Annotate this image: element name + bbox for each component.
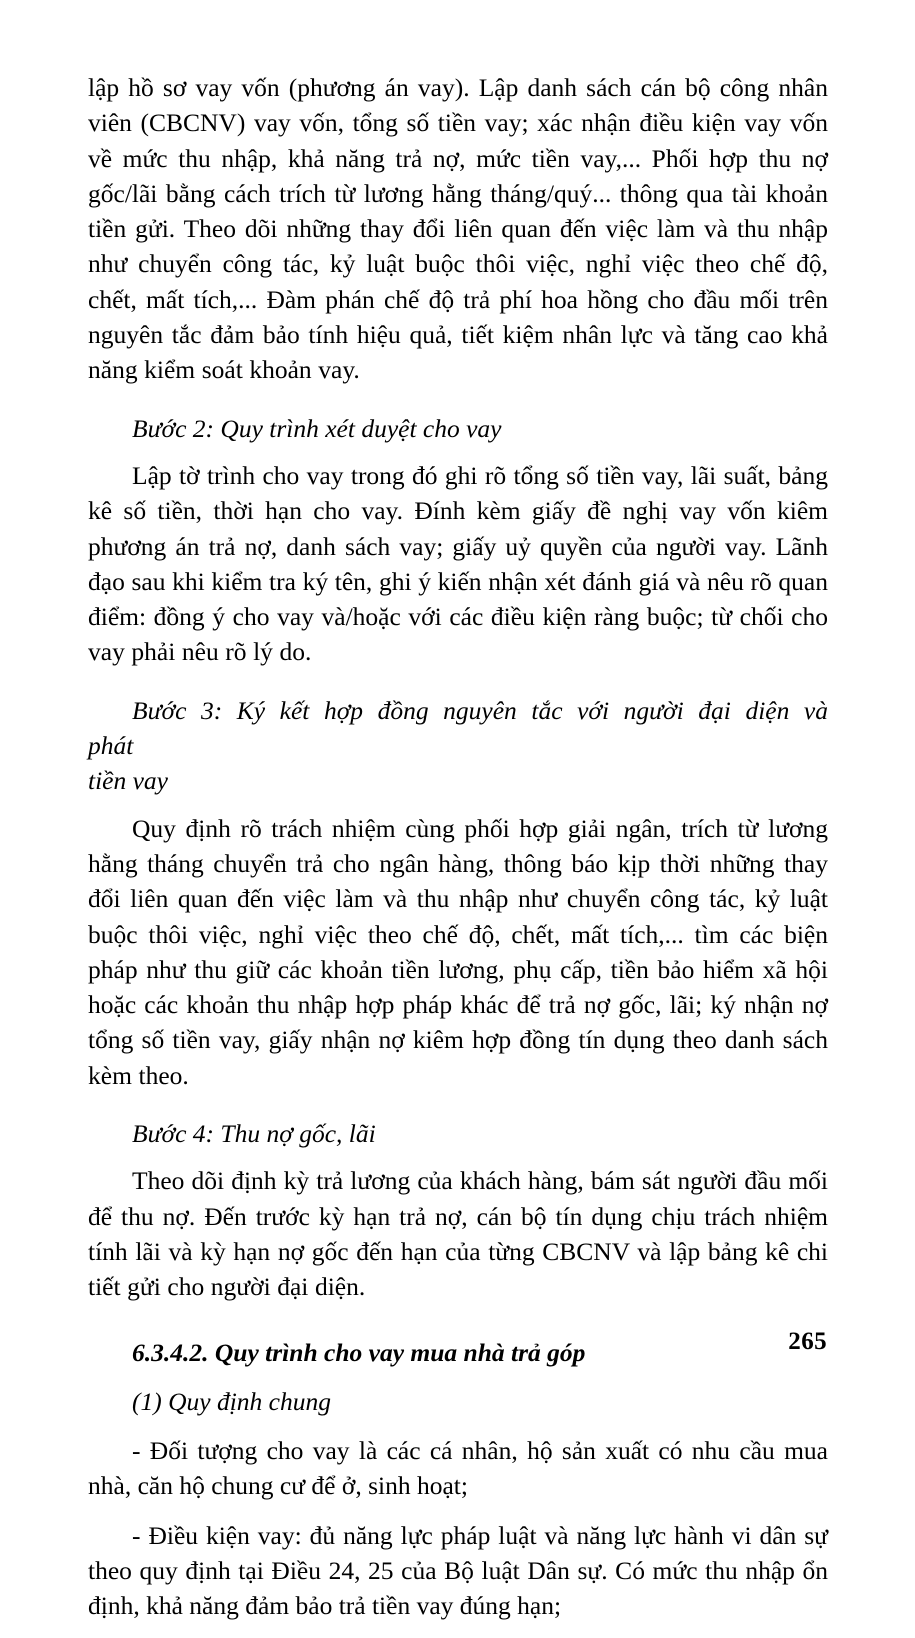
page-content xyxy=(88,70,828,1638)
bullet-item-loan-subject: - Đối tượng cho vay là các cá nhân, hộ sản xuất có nhu cầu mua nhà, căn hộ chung cư để ở, sinh hoạt; xyxy=(88,1436,828,1501)
heading-step-3-line-2: tiền vay xyxy=(88,766,168,796)
spacer xyxy=(88,670,828,681)
heading-step-3 xyxy=(88,693,828,799)
paragraph-step-2-body: Lập tờ trình cho vay trong đó ghi rõ tổng số tiền vay, lãi suất, bảng kê số tiền, thời hạn cho vay. Đính kèm giấy đề nghị vay vốn kiêm phương án trả nợ, danh sách vay; giấy uỷ quyền của người vay. Lãnh đạo sau khi kiểm tra ký tên, ghi ý kiến nhận xét đánh giá và nêu rõ quan điểm: đồng ý cho vay và/hoặc với các điều kiện ràng buộc; từ chối cho vay phải nêu rõ lý do. xyxy=(88,460,828,667)
section-heading-6-3-4-2: 6.3.4.2. Quy trình cho vay mua nhà trả góp xyxy=(132,1337,586,1367)
spacer xyxy=(88,1305,828,1319)
spacer xyxy=(88,1093,828,1104)
heading-step-3-line-1: Bước 3: Ký kết hợp đồng nguyên tắc với người đại diện và phát xyxy=(88,695,828,761)
paragraph-step-4-body: Theo dõi định kỳ trả lương của khách hàng, bám sát người đầu mối để thu nợ. Đến trước kỳ hạn trả nợ, cán bộ tín dụng chịu trách nhiệm tính lãi và kỳ hạn nợ gốc đến hạn của từng CBCNV và lập bảng kê chi tiết gửi cho người đại diện. xyxy=(88,1166,828,1302)
paragraph-step-3-body: Quy định rõ trách nhiệm cùng phối hợp giải ngân, trích từ lương hằng tháng chuyển trả cho ngân hàng, thông báo kịp thời những thay đổi liên quan đến việc làm và thu nhập như chuyển công tác, kỷ luật buộc thôi việc, nghỉ việc theo chế độ, chết, mất tích,... tìm các biện pháp như thu giữ các khoản tiền lương, phụ cấp, tiền bảo hiểm xã hội hoặc các khoản thu nhập hợp pháp khác để trả nợ gốc, lãi; ký nhận nợ tổng số tiền vay, giấy nhận nợ kiêm hợp đồng tín dụng theo danh sách kèm theo. xyxy=(88,813,828,1090)
bullet-item-loan-conditions: - Điều kiện vay: đủ năng lực pháp luật và năng lực hành vi dân sự theo quy định tại Điều 24, 25 của Bộ luật Dân sự. Có mức thu nhập ổn định, khả năng đảm bảo trả tiền vay đúng hạn; xyxy=(88,1520,828,1621)
page-number: 265 xyxy=(788,1328,827,1355)
paragraph-continuation: lập hồ sơ vay vốn (phương án vay). Lập danh sách cán bộ công nhân viên (CBCNV) vay vốn, tổng số tiền vay; xác nhận điều kiện vay vốn về mức thu nhập, khả năng trả nợ, mức tiền vay,... Phối hợp thu nợ gốc/lãi bằng cách trích từ lương hằng tháng/quý... thông qua tài khoản tiền gửi. Theo dõi những thay đổi liên quan đến việc làm và thu nhập như chuyển công tác, kỷ luật buộc thôi việc, nghỉ việc theo chế độ, chết, mất tích,... Đàm phán chế độ trả phí hoa hồng cho đầu mối trên nguyên tắc đảm bảo tính hiệu quả, tiết kiệm nhân lực và tăng cao khả năng kiểm soát khoản vay. xyxy=(88,73,828,385)
heading-step-4: Bước 4: Thu nợ gốc, lãi xyxy=(132,1119,376,1149)
spacer xyxy=(88,388,828,399)
heading-step-2: Bước 2: Quy trình xét duyệt cho vay xyxy=(132,413,502,443)
subsection-heading-1: (1) Quy định chung xyxy=(132,1386,331,1416)
